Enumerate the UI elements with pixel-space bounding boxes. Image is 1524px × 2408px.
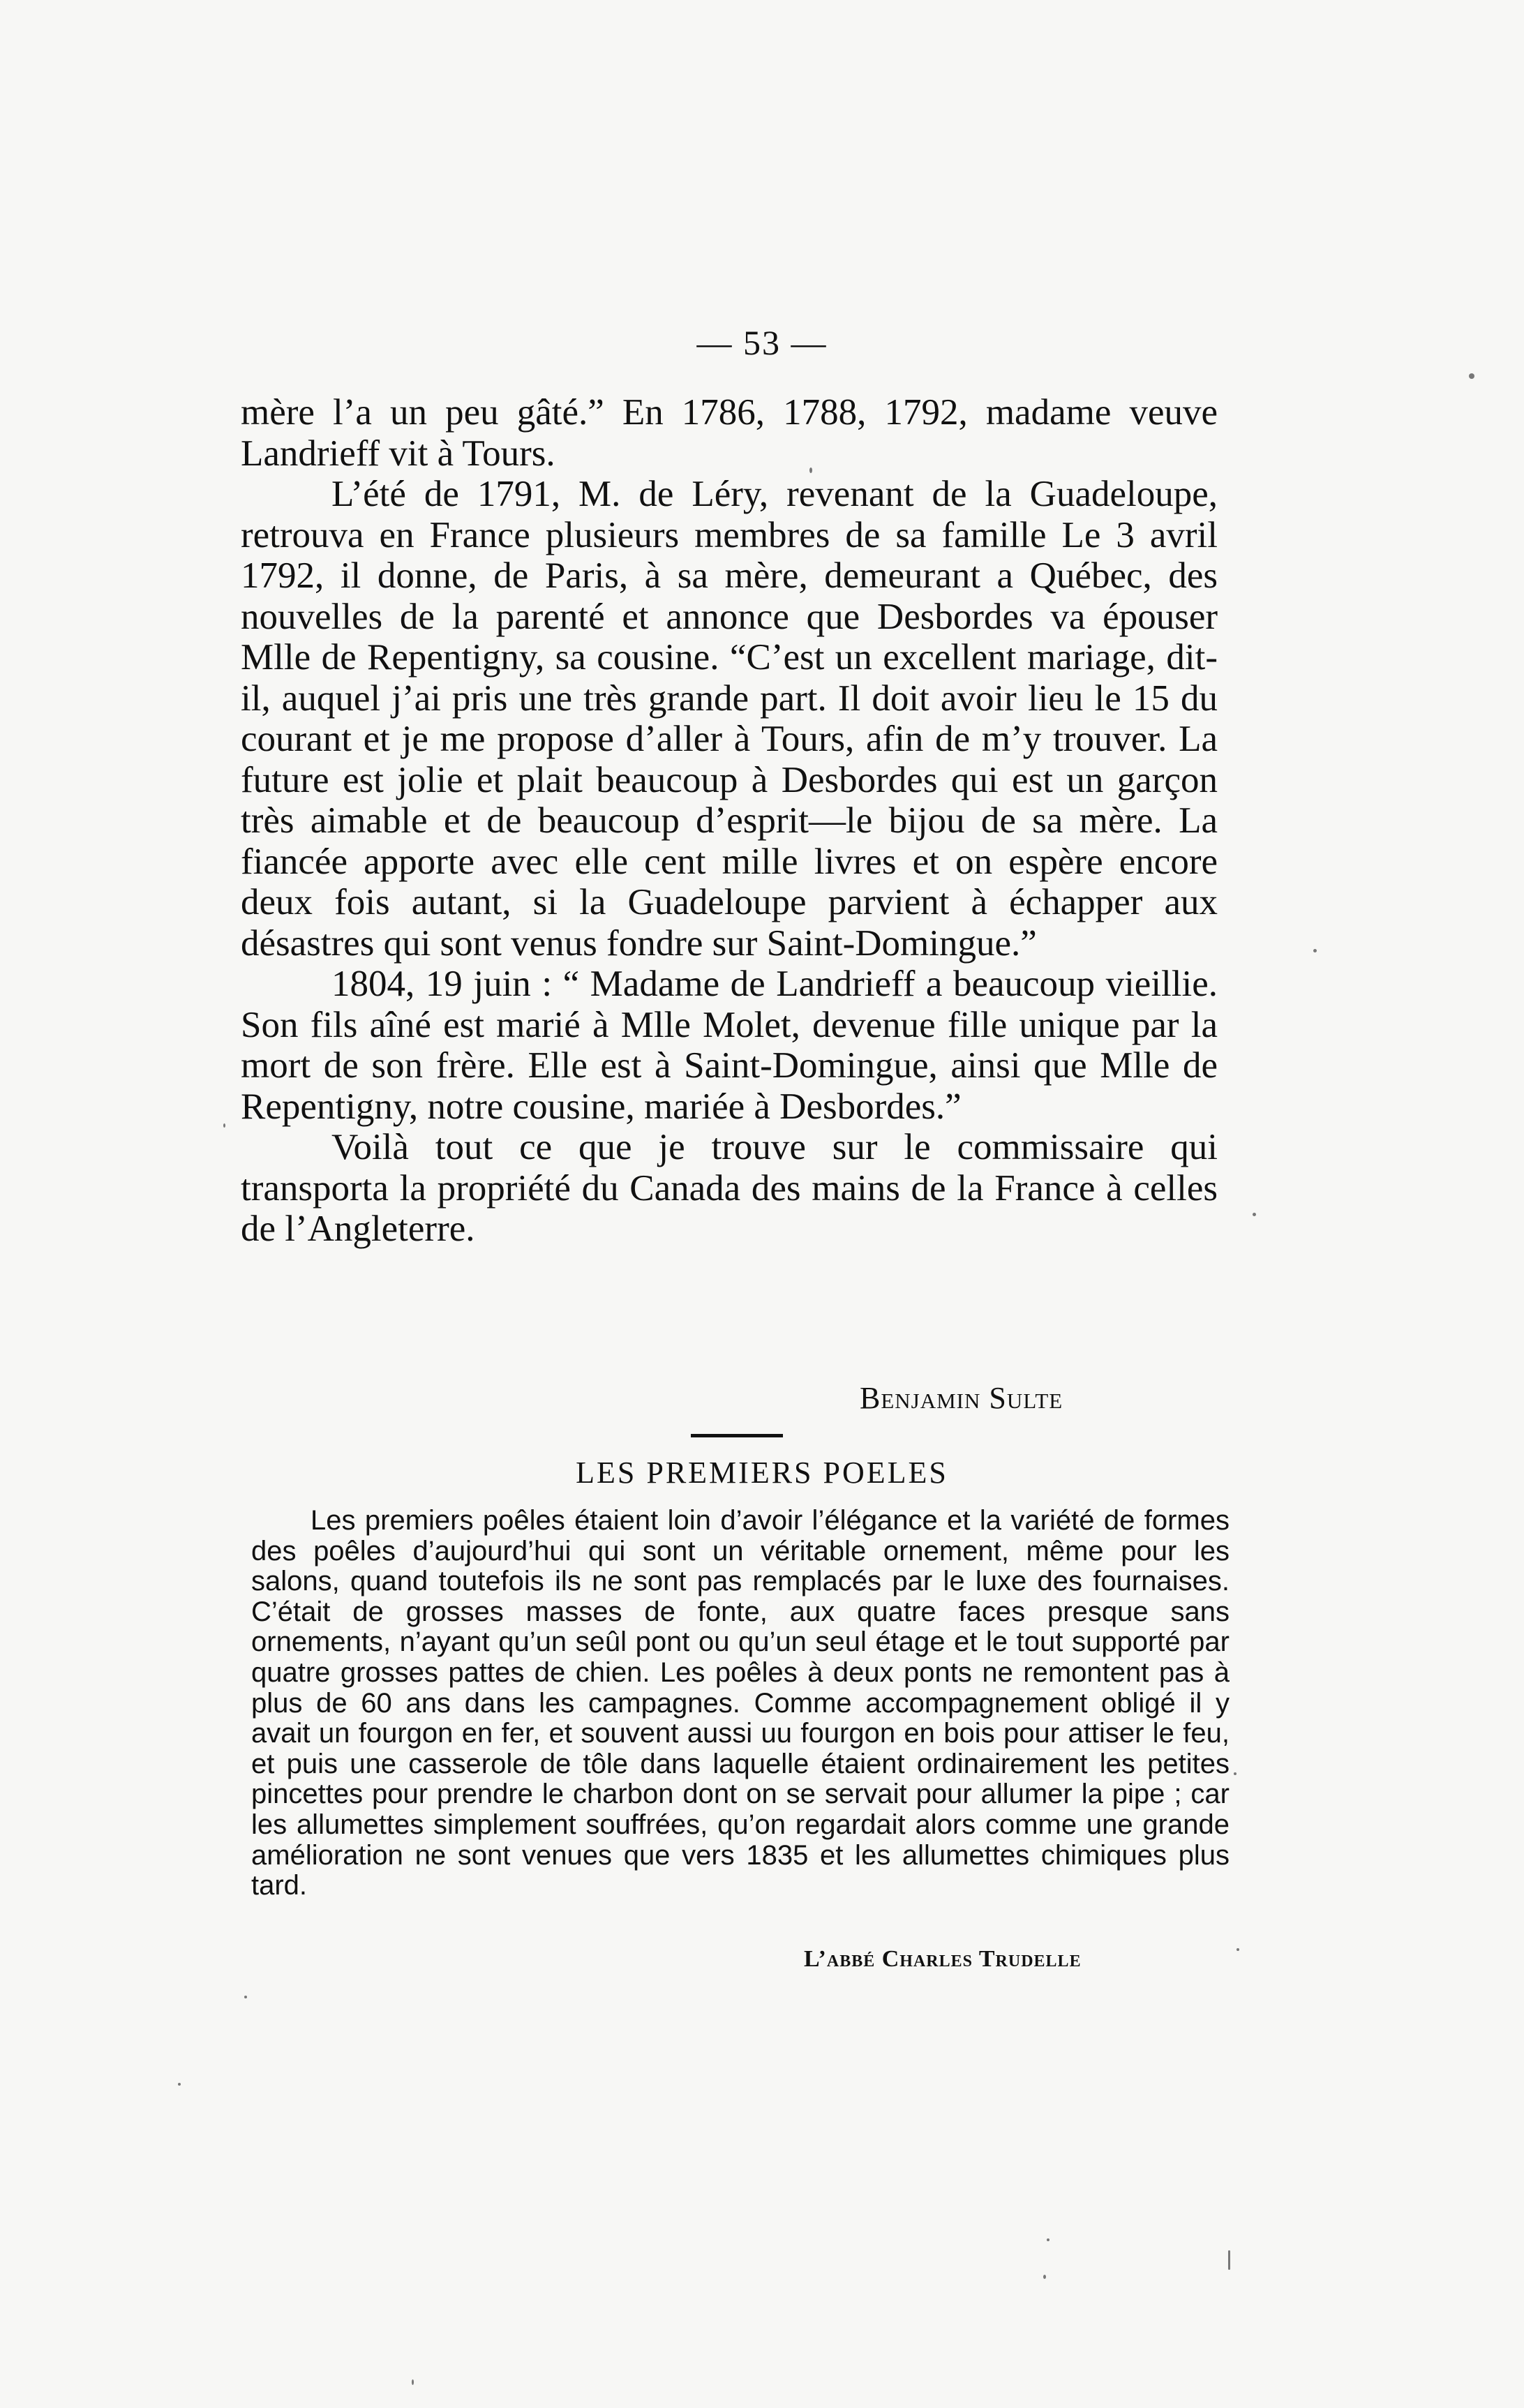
author-signature: L’abbé Charles Trudelle <box>804 1946 1082 1972</box>
author-signature: Benjamin Sulte <box>860 1381 1063 1415</box>
paragraph: Les premiers poêles étaient loin d’avoir l’élégance et la variété de formes des poêles d’aujourd’hui qui sont un véritable ornement, même pour les salons, quand toutefois ils ne sont pas remplacés par le luxe des fournaises. C’était de grosses masses de fonte, aux quatre faces presque sans ornements, n’ayant qu’un seûl pont ou qu’un seul étage et le tout supporté par quatre grosses pattes de chien. Les poêles à deux ponts ne remontent pas à plus de 60 ans dans les campagnes. Comme accompagnement obligé il y avait un fourgon en fer, et souvent aussi uu fourgon en bois pour attiser le feu, et puis une casserole de tôle dans laquelle étaient ordinairement les petites pincettes pour prendre le charbon dont on se servait pour allumer la pipe ; car les allumettes simplement souffrées, qu’on regardait alors comme une grande amélioration ne sont venues que vers 1835 et les allumettes chimiques plus tard. <box>251 1505 1230 1901</box>
article-title: LES PREMIERS POELES <box>576 1456 948 1490</box>
article-poeles-body <box>251 1506 1230 1901</box>
page-number: — 53 — <box>696 323 828 362</box>
scan-speck <box>1253 1213 1256 1216</box>
scan-speck <box>1228 2250 1230 2270</box>
paragraph: mère l’a un peu gâté.” En 1786, 1788, 1792, madame veuve Landrieff vit à Tours. <box>241 392 1218 474</box>
scan-speck <box>1313 949 1317 952</box>
scan-speck <box>1237 1948 1239 1951</box>
scan-speck <box>223 1123 225 1128</box>
paragraph: Voilà tout ce que je trouve sur le commissaire qui transporta la propriété du Canada des mains de la France à celles de l’Angleterre. <box>241 1127 1218 1249</box>
paragraph: 1804, 19 juin : “ Madame de Landrieff a beaucoup vieillie. Son fils aîné est marié à Mlle Molet, devenue fille unique par la mort de son frère. Elle est à Saint-Domingue, ainsi que Mlle de Repentigny, notre cousine, mariée à Desbordes.” <box>241 964 1218 1127</box>
paragraph: L’été de 1791, M. de Léry, revenant de la Guadeloupe, retrouva en France plusieurs membres de sa famille Le 3 avril 1792, il donne, de Paris, à sa mère, demeurant a Québec, des nouvelles de la parenté et annonce que Desbordes va épouser Mlle de Repentigny, sa cousine. “C’est un excellent mariage, dit-il, auquel j’ai pris une très grande part. Il doit avoir lieu le 15 du courant et je me propose d’aller à Tours, afin de m’y trouver. La future est jolie et plait beaucoup à Desbordes qui est un garçon très aimable et de beaucoup d’esprit—le bijou de sa mère. La fiancée apporte avec elle cent mille livres et on espère encore deux fois autant, si la Guadeloupe parvient à échapper aux désastres qui sont venus fondre sur Saint-Domingue.” <box>241 474 1218 964</box>
scan-speck <box>809 468 812 473</box>
article-sulte-body <box>241 392 1218 1250</box>
scan-speck <box>412 2379 414 2385</box>
scan-speck <box>1047 2238 1049 2241</box>
scan-speck <box>1234 1772 1237 1775</box>
scan-speck <box>244 1996 247 1998</box>
scan-speck <box>1043 2275 1046 2279</box>
section-divider <box>691 1434 783 1437</box>
scan-speck <box>1469 373 1474 379</box>
scan-speck <box>178 2083 181 2086</box>
